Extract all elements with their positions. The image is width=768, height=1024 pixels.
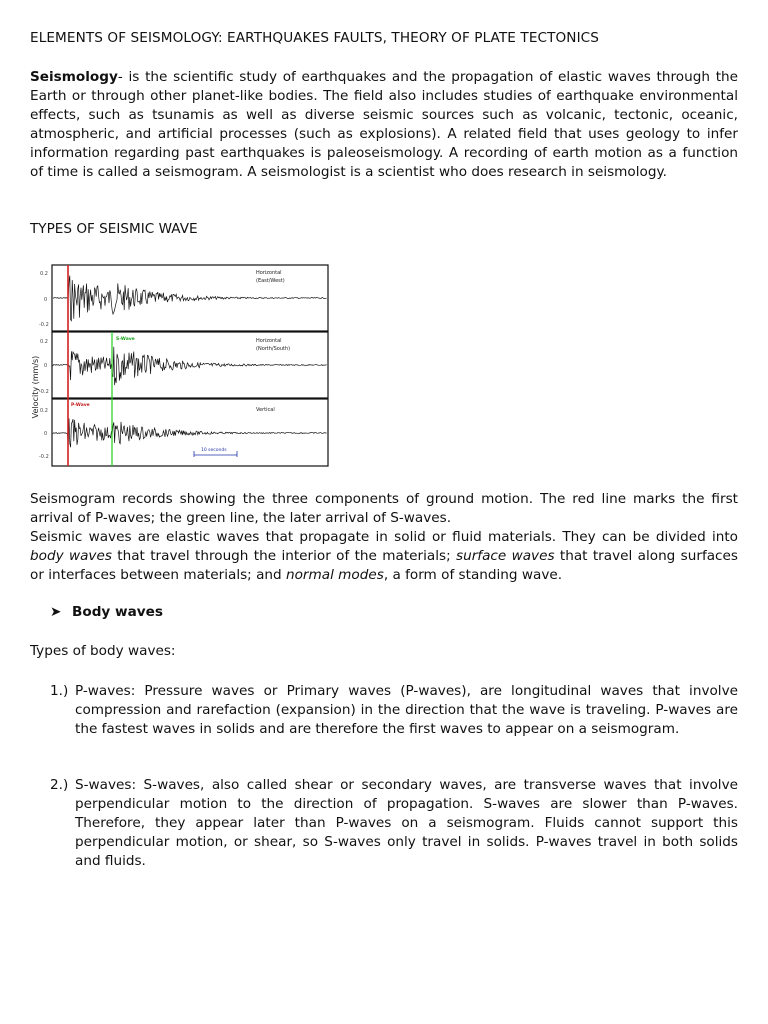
section-title: TYPES OF SEISMIC WAVE — [30, 221, 198, 237]
tick-label: 0.2 — [40, 339, 48, 345]
s-wave-tag: S-Wave — [116, 337, 135, 342]
tick-label: 0.2 — [40, 408, 48, 414]
figure-caption: Seismogram records showing the three components of ground motion. The red line marks the first arrival of P-waves; the green line, the later arrival of S-waves. — [30, 491, 738, 526]
intro-text: - is the scientific study of earthquakes and the propagation of elastic waves through the Earth or through other planet-like bodies. The field also includes studies of earthquake environmental effects, such as tsunamis as well as diverse seismic sources such as volcanic, tectonic, oceanic, atmospheric, and artificial processes (such as explosions). A related field that uses geology to infer information regarding past earthquakes is paleoseismology. A recording of earth motion as a function of time is called a seismogram. A seismologist is a scientist who does research in seismology. — [30, 69, 738, 180]
scale-label: 10 seconds — [201, 448, 227, 453]
document-title: ELEMENTS OF SEISMOLOGY: EARTHQUAKES FAULTS, THEORY OF PLATE TECTONICS — [30, 30, 600, 46]
intro-term: Seismology — [30, 69, 118, 85]
list-text: S-waves: S-waves, also called shear or secondary waves, are transverse waves that involve perpendicular motion to the direction of propagation. S-waves are slower than P-waves. Therefore, they appear later than P-waves on a seismogram. Fluids cannot support this perpendicular motion, or shear, so S-waves only travel in solids. P-waves travel in both solids and fluids. — [75, 777, 738, 869]
p-wave-tag: P-Wave — [71, 403, 90, 408]
types-intro: Types of body waves: — [30, 643, 176, 659]
list-number: 2.) — [50, 777, 69, 793]
term-normal-modes: normal modes — [285, 567, 384, 583]
list-number: 1.) — [50, 683, 69, 699]
y-axis-label: Velocity (mm/s) — [31, 355, 40, 419]
panel1-label: Horizontal — [256, 270, 282, 276]
panel2-label: (North/South) — [256, 346, 291, 352]
tick-label: -0.2 — [39, 322, 49, 328]
seismic-waves-paragraph: Seismic waves are elastic waves that propagate in solid or fluid materials. They can be divided into body waves that travel through the interior of the materials; surface waves that travel along surfaces or interfaces between materials; and normal modes, a form of standing wave. — [30, 529, 738, 583]
term-surface-waves: surface waves — [456, 548, 555, 564]
body-waves-heading — [50, 604, 163, 620]
panel3-label: Vertical — [256, 407, 275, 413]
tick-label: -0.2 — [39, 454, 49, 460]
body-waves-title: Body waves — [72, 604, 163, 620]
tick-label: 0 — [44, 363, 48, 369]
intro-paragraph — [30, 68, 738, 182]
tick-label: 0.2 — [40, 271, 48, 277]
seismogram-figure — [30, 261, 332, 469]
seismogram-svg — [30, 261, 332, 469]
tick-label: 0 — [44, 297, 48, 303]
tick-label: 0 — [44, 431, 48, 437]
term-body-waves: body waves — [30, 548, 112, 564]
panel2-label: Horizontal — [256, 338, 282, 344]
panel1-label: (East/West) — [256, 278, 285, 284]
tick-label: -0.2 — [39, 389, 49, 395]
list-text: P-waves: Pressure waves or Primary waves (P-waves), are longitudinal waves that involve compression and rarefaction (expansion) in the direction that the wave is traveling. P-waves are the fastest waves in solids and are therefore the first waves to appear on a seismogram. — [75, 683, 738, 737]
arrow-bullet-icon: ➤ — [50, 604, 62, 620]
